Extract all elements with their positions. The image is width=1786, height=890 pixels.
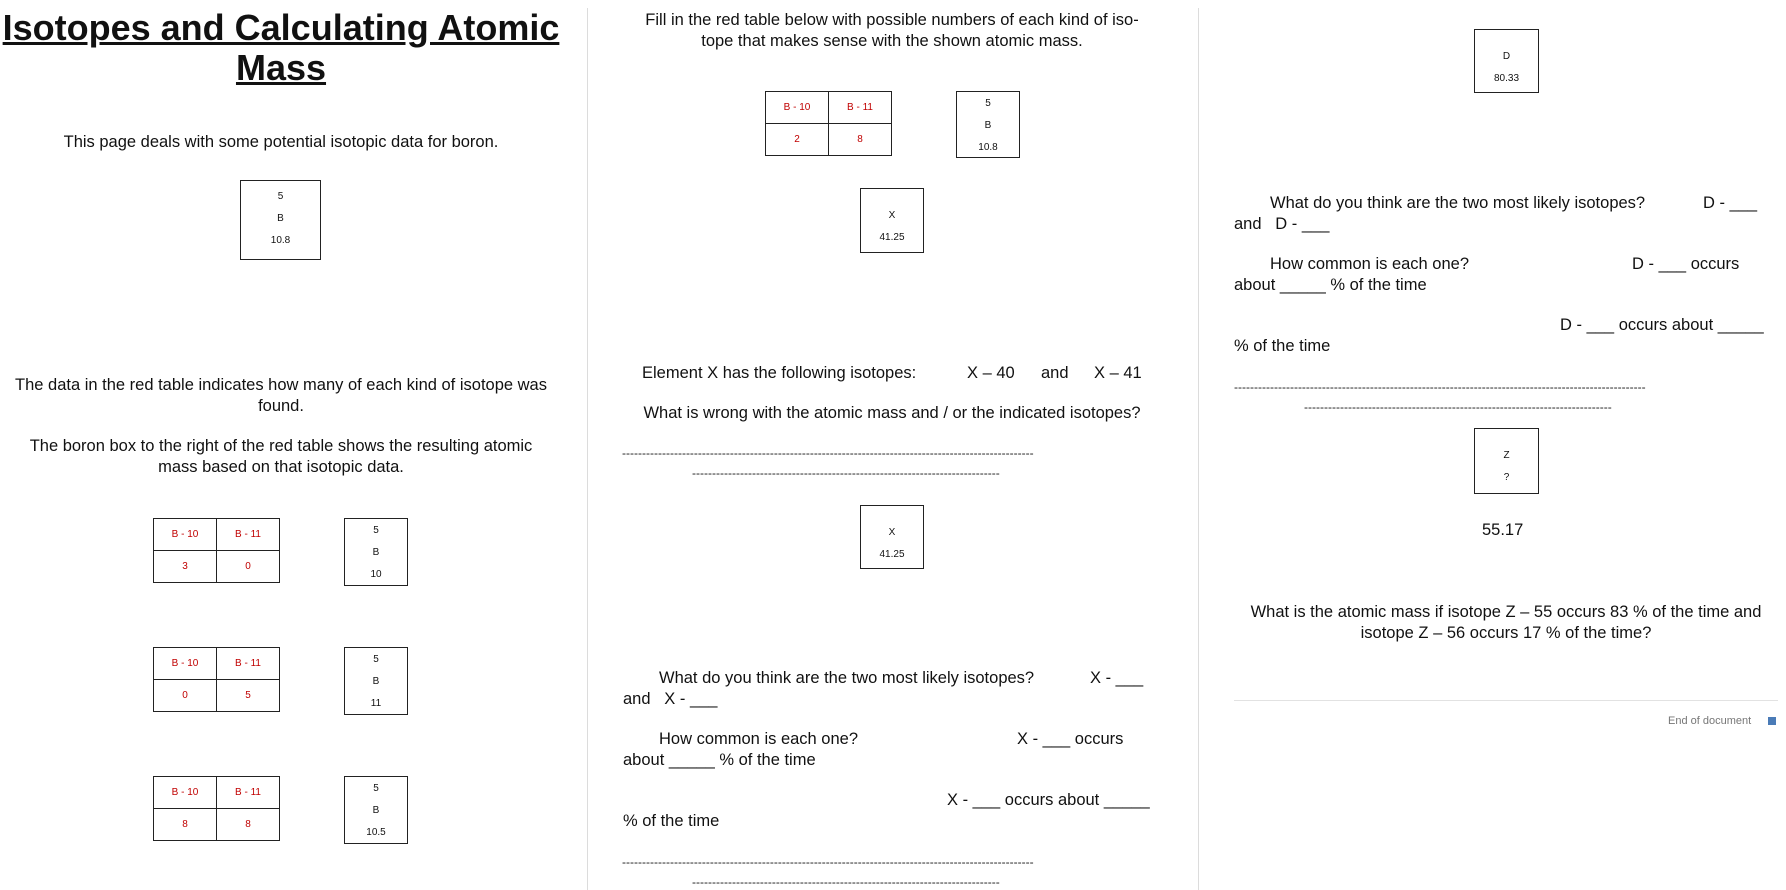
atomic-mass: ?	[1503, 472, 1510, 483]
table-cell-b10-count: 3	[154, 551, 217, 583]
x-common-blank: X - ___ occurs	[1017, 730, 1124, 748]
atomic-mass: 41.25	[879, 232, 905, 243]
column-2	[587, 0, 1197, 890]
atomic-mass: 41.25	[879, 549, 905, 560]
table-cell-b11-count: 8	[829, 124, 892, 156]
d-common-blank: D - ___ occurs	[1632, 255, 1740, 273]
atomic-mass: 80.33	[1493, 73, 1520, 84]
table-cell-b10-count: 0	[154, 680, 217, 712]
element-symbol: B	[372, 676, 380, 687]
atomic-number: 5	[373, 525, 379, 536]
table-header-b11: B - 11	[217, 648, 280, 680]
atomic-mass: 10.8	[978, 142, 998, 153]
x-second-line: X - ___ occurs about _____	[947, 791, 1150, 809]
x-likely-blank: X - ___	[1090, 669, 1144, 687]
d-likely-question: What do you think are the two most likely isotopes?	[1270, 194, 1646, 212]
d-likely-blank: D - ___	[1703, 194, 1758, 212]
x-common-question: How common is each one?	[659, 730, 859, 748]
element-symbol: B	[984, 120, 992, 131]
element-symbol: X	[888, 527, 896, 538]
isotope-x41: X – 41	[1094, 364, 1142, 382]
atomic-mass: 10	[370, 569, 382, 580]
boron-result-box	[344, 518, 408, 586]
element-symbol: B	[277, 213, 284, 224]
x-likely-question: What do you think are the two most likely isotopes?	[659, 669, 1035, 687]
atomic-mass: 10.8	[270, 235, 291, 246]
x-pct-line: % of the time	[623, 812, 720, 830]
isotope-table	[153, 776, 280, 841]
answer-line: -------------------------------------------------------------------------------------------------------	[622, 855, 1034, 869]
atomic-mass: 10.5	[366, 827, 386, 838]
boron-result-box	[344, 776, 408, 844]
isotope-x40: X – 40	[967, 364, 1015, 382]
fill-isotope-table	[765, 91, 892, 156]
element-symbol: B	[372, 547, 380, 558]
answer-line: -----------------------------------------------------------------------------	[692, 875, 1000, 889]
table-header-b11: B - 11	[217, 519, 280, 551]
answer-line: -------------------------------------------------------------------------------------------------------	[622, 446, 1034, 460]
atomic-mass: 11	[370, 698, 382, 709]
isotope-table	[153, 518, 280, 583]
boron-result-box	[344, 647, 408, 715]
isotope-and: and	[1041, 364, 1069, 382]
atomic-number: 5	[373, 654, 379, 665]
answer-line: -------------------------------------------------------------------------------------------------------	[1234, 380, 1646, 394]
table-cell-b11-count: 5	[217, 680, 280, 712]
end-of-document-label: End of document	[1668, 715, 1752, 727]
element-symbol: D	[1502, 51, 1511, 62]
table-header-b10: B - 10	[154, 519, 217, 551]
data-explanation-1: The data in the red table indicates how many of each kind of isotope was found.	[15, 376, 547, 415]
column-1	[0, 0, 586, 890]
end-marker-icon	[1768, 717, 1776, 725]
d-second-line: D - ___ occurs about _____	[1560, 316, 1764, 334]
page-title: Isotopes and Calculating Atomic Mass	[2, 7, 560, 88]
z-question: What is the atomic mass if isotope Z – 55 occurs 83 % of the time and isotope Z – 56 occurs 17 % of the time?	[1250, 603, 1762, 642]
d-and-line: and D - ___	[1234, 215, 1330, 233]
element-symbol: B	[372, 805, 380, 816]
z-value: 55.17	[1482, 521, 1524, 539]
element-symbol: X	[888, 210, 896, 221]
element-x-box	[860, 188, 924, 253]
column-3	[1198, 0, 1786, 890]
table-header-b11: B - 11	[829, 92, 892, 124]
table-cell-b11-count: 0	[217, 551, 280, 583]
end-rule	[1234, 700, 1778, 701]
element-d-box	[1474, 29, 1539, 93]
answer-line: -----------------------------------------------------------------------------	[692, 466, 1000, 480]
x-about-line: about _____ % of the time	[623, 751, 816, 769]
element-symbol: Z	[1503, 450, 1510, 461]
answer-line: -----------------------------------------------------------------------------	[1304, 400, 1612, 414]
table-header-b10: B - 10	[766, 92, 829, 124]
intro-text: This page deals with some potential isotopic data for boron.	[63, 133, 499, 151]
table-cell-b11-count: 8	[217, 809, 280, 841]
atomic-number: 5	[277, 191, 284, 202]
table-cell-b10-count: 8	[154, 809, 217, 841]
fill-instructions: Fill in the red table below with possible numbers of each kind of iso-tope that makes sense with the shown atomic mass.	[645, 11, 1139, 50]
atomic-number: 5	[985, 98, 991, 109]
isotope-table	[153, 647, 280, 712]
d-common-question: How common is each one?	[1270, 255, 1470, 273]
x-and-line: and X - ___	[623, 690, 718, 708]
d-pct-line: % of the time	[1234, 337, 1331, 355]
wrong-question: What is wrong with the atomic mass and / or the indicated isotopes?	[643, 404, 1141, 422]
boron-result-box	[956, 91, 1020, 158]
table-header-b11: B - 11	[217, 777, 280, 809]
table-header-b10: B - 10	[154, 777, 217, 809]
boron-element-box	[240, 180, 321, 260]
element-x-box	[860, 505, 924, 569]
d-about-line: about _____ % of the time	[1234, 276, 1427, 294]
atomic-number: 5	[373, 783, 379, 794]
element-x-isotopes-label: Element X has the following isotopes:	[642, 364, 917, 382]
data-explanation-2: The boron box to the right of the red table shows the resulting atomic mass based on that isotopic data.	[29, 437, 533, 476]
table-cell-b10-count: 2	[766, 124, 829, 156]
table-header-b10: B - 10	[154, 648, 217, 680]
element-z-box	[1474, 428, 1539, 494]
